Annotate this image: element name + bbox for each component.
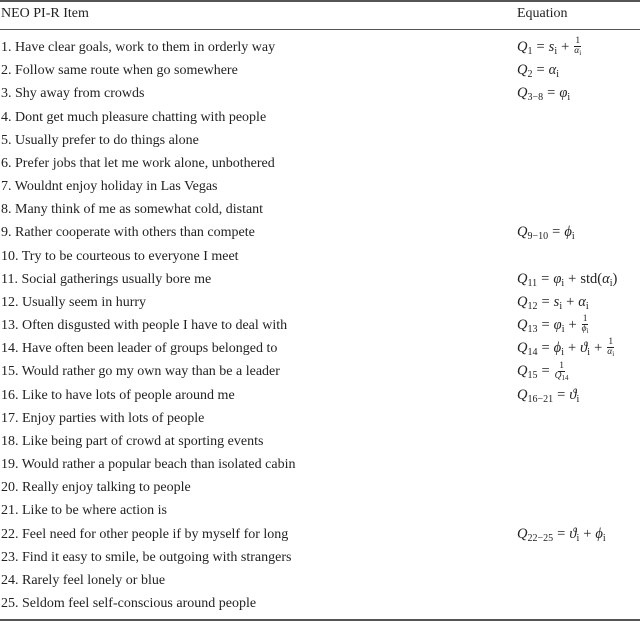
item-text: 6. Prefer jobs that let me work alone, unbothered — [1, 155, 275, 171]
math-subscript: 16−21 — [527, 393, 554, 405]
math-variable: $\varphi_i$ — [553, 317, 565, 336]
math-variable: $\phi_i$ — [595, 525, 606, 544]
math-subscript: 14 — [527, 347, 538, 359]
table-row — [0, 198, 640, 221]
table-row — [0, 407, 640, 430]
math-operator: = — [541, 293, 550, 310]
item-text: 11. Social gatherings usually bore me — [1, 271, 212, 287]
item-text: 13. Often disgusted with people I have to deal with — [1, 318, 288, 334]
math-subscript: 3−8 — [527, 92, 544, 104]
fraction-numerator: 1 — [559, 360, 564, 371]
math-operator: + — [568, 270, 577, 287]
math-variable: $Q_{12}$ — [517, 293, 538, 312]
math-operator: + — [561, 39, 570, 55]
math-variable: $Q_{11}$ — [517, 270, 538, 289]
fraction-denominator — [574, 47, 581, 58]
table-row — [0, 499, 640, 522]
item-text: 17. Enjoy parties with lots of people — [1, 410, 205, 426]
table-row — [0, 59, 640, 82]
math-text: ) — [612, 270, 618, 287]
fraction-denominator — [555, 372, 569, 383]
math-subscript: i — [567, 92, 571, 104]
math-variable: $\phi_i$ — [564, 224, 575, 243]
math-variable: $ϑ_i$ — [569, 525, 580, 544]
math-operator: = — [541, 317, 550, 334]
math-subscript: i — [602, 532, 606, 544]
math-variable: $ϑ_i$ — [580, 340, 591, 359]
math-variable: $Q_{15}$ — [517, 363, 538, 382]
math-variable: $Q_{14}$ — [517, 340, 538, 359]
math-variable: $\phi_i$ — [581, 324, 589, 336]
math-variable: $Q_{13}$ — [517, 317, 538, 336]
math-subscript: i — [612, 350, 615, 359]
math-operator: + — [567, 340, 577, 357]
item-text: 15. Would rather go my own way than be a leader — [1, 364, 280, 380]
table-row — [0, 175, 640, 198]
math-operator: = — [547, 85, 556, 102]
math-subscript: i — [561, 347, 564, 359]
math-variable: $s_i$ — [548, 39, 558, 57]
table-row — [0, 569, 640, 592]
table-row — [0, 106, 640, 129]
math-variable: $\varphi_i$ — [553, 270, 565, 289]
math-variable: $Q_{9-10}$ — [517, 224, 549, 243]
item-text: 20. Really enjoy talking to people — [1, 480, 191, 496]
table-row — [0, 36, 640, 59]
math-subscript: i — [579, 49, 582, 58]
math-variable: $\alpha_i$ — [607, 347, 615, 359]
item-text: 3. Shy away from crowds — [1, 86, 145, 102]
math-fraction — [607, 338, 614, 359]
math-subscript: i — [576, 393, 580, 405]
item-text: 24. Rarely feel lonely or blue — [1, 572, 166, 588]
math-variable: $Q_{14}$ — [554, 370, 569, 382]
math-operator: + — [566, 293, 575, 310]
fraction-denominator — [607, 348, 614, 359]
math-operator: + — [594, 340, 603, 357]
math-operator: + — [583, 525, 592, 542]
math-operator: = — [541, 340, 550, 357]
table-row — [0, 221, 640, 244]
math-subscript: 2 — [527, 69, 533, 81]
item-text: 10. Try to be courteous to everyone I meet — [1, 248, 239, 264]
math-subscript: 15 — [527, 370, 538, 382]
math-subscript: i — [586, 327, 589, 336]
item-text: 2. Follow same route when go somewhere — [1, 63, 238, 79]
math-fraction — [574, 37, 581, 58]
table-row — [0, 476, 640, 499]
header-rule — [0, 29, 640, 30]
math-operator: = — [557, 525, 566, 542]
math-subscript: i — [561, 324, 565, 336]
item-text: 7. Wouldnt enjoy holiday in Las Vegas — [1, 179, 218, 195]
math-operator: = — [536, 39, 545, 55]
math-subscript: i — [585, 300, 589, 312]
column-header-item: NEO PI-R Item — [1, 6, 89, 21]
math-subscript: 11 — [527, 277, 538, 289]
math-variable: $Q_{16-21}$ — [517, 386, 554, 405]
column-header-equation: Equation — [517, 6, 568, 21]
math-subscript: i — [576, 532, 580, 544]
table-row — [0, 268, 640, 291]
math-variable: $Q_{22-25}$ — [517, 525, 554, 544]
item-text: 9. Rather cooperate with others than compete — [1, 225, 255, 241]
math-fraction — [555, 362, 569, 383]
table-row — [0, 592, 640, 615]
item-text: 5. Usually prefer to do things alone — [1, 132, 199, 148]
math-subscript: i — [556, 69, 560, 81]
math-text: std( — [580, 270, 603, 287]
math-variable: $Q_1$ — [517, 39, 533, 57]
item-text: 22. Feel need for other people if by myself for long — [1, 526, 289, 542]
math-variable: $Q_2$ — [517, 62, 533, 81]
item-text: 4. Dont get much pleasure chatting with people — [1, 109, 267, 125]
fraction-numerator: 1 — [575, 36, 581, 47]
table-row — [0, 453, 640, 476]
top-rule — [0, 0, 640, 2]
item-text: 12. Usually seem in hurry — [1, 294, 147, 310]
math-subscript: 9−10 — [527, 231, 549, 243]
math-subscript: 22−25 — [527, 532, 554, 544]
table-row — [0, 129, 640, 152]
bottom-rule — [0, 619, 640, 621]
table-row — [0, 337, 640, 360]
math-subscript: i — [559, 300, 563, 312]
table-row — [0, 430, 640, 453]
item-text: 21. Like to be where action is — [1, 503, 168, 519]
math-subscript: 13 — [527, 324, 538, 336]
math-operator: = — [552, 224, 561, 241]
math-subscript: 14 — [561, 373, 569, 382]
table-row — [0, 360, 640, 383]
math-operator: = — [541, 363, 550, 380]
math-variable: $ϑ_i$ — [569, 386, 580, 405]
math-variable: $\alpha_i$ — [574, 46, 582, 58]
math-operator: = — [541, 270, 550, 287]
math-subscript: i — [571, 231, 575, 243]
math-subscript: i — [554, 46, 558, 57]
item-text: 19. Would rather a popular beach than isolated cabin — [1, 457, 296, 473]
table-row — [0, 82, 640, 105]
item-text: 8. Many think of me as somewhat cold, distant — [1, 202, 264, 218]
table-row — [0, 152, 640, 175]
table-row — [0, 245, 640, 268]
math-variable: $\phi_i$ — [553, 340, 564, 359]
item-text: 16. Like to have lots of people around me — [1, 387, 235, 403]
math-variable: $\alpha_i$ — [602, 270, 613, 289]
math-subscript: i — [561, 277, 565, 289]
table-row — [0, 546, 640, 569]
math-variable: $s_i$ — [553, 293, 563, 312]
math-subscript: 12 — [527, 300, 538, 312]
table-row — [0, 384, 640, 407]
item-text: 25. Seldom feel self-conscious around people — [1, 596, 257, 612]
fraction-numerator: 1 — [582, 314, 588, 325]
table-row — [0, 523, 640, 546]
math-variable: $Q_{3-8}$ — [517, 85, 544, 104]
item-text: 1. Have clear goals, work to them in orderly way — [1, 40, 276, 55]
item-text: 14. Have often been leader of groups belonged to — [1, 341, 278, 357]
table-row — [0, 291, 640, 314]
table-row — [0, 314, 640, 337]
math-variable: $\alpha_i$ — [548, 62, 560, 81]
math-subscript: i — [609, 277, 613, 289]
fraction-numerator: 1 — [608, 337, 614, 348]
math-operator: = — [557, 386, 566, 403]
math-subscript: i — [587, 347, 591, 359]
math-operator: = — [536, 62, 545, 79]
fraction-denominator — [582, 325, 589, 336]
math-variable: $\varphi_i$ — [559, 85, 571, 104]
math-subscript: 1 — [527, 46, 533, 57]
item-text: 23. Find it easy to smile, be outgoing with strangers — [1, 549, 292, 565]
math-operator: + — [568, 317, 577, 334]
math-variable: $\alpha_i$ — [578, 293, 589, 312]
item-text: 18. Like being part of crowd at sporting events — [1, 433, 264, 449]
math-fraction — [582, 315, 589, 336]
